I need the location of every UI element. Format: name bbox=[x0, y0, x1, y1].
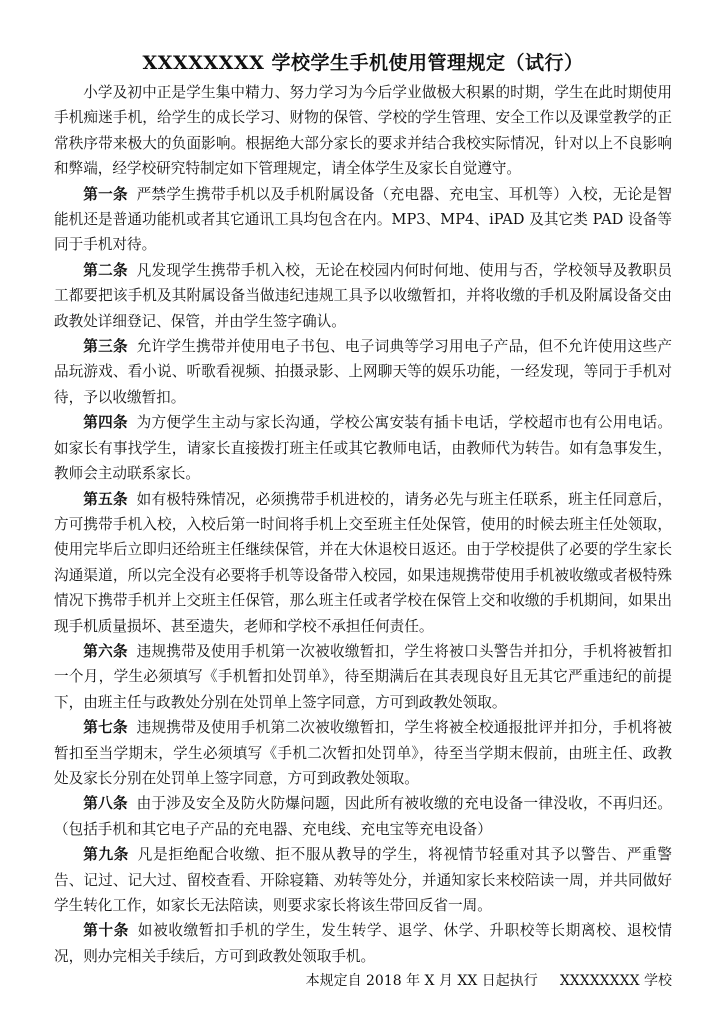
article-10-text: 如被收缴暂扣手机的学生，发生转学、退学、休学、升职校等长期离校、退校情况，则办完相关手续后，方可到政教处领取手机。 bbox=[54, 922, 672, 965]
article-9 bbox=[54, 842, 672, 918]
document-title: XXXXXXXX 学校学生手机使用管理规定（试行） bbox=[142, 52, 584, 74]
article-1 bbox=[54, 182, 672, 258]
article-7-text: 违规携带及使用手机第二次被收缴暂扣，学生将被全校通报批评并扣分，手机将被暂扣至当学期末，学生必须填写《手机二次暂扣处罚单》，待至当学期末假前，由班主任、政教处及家长分别在处罚单上签字同意，方可到政教处领取。 bbox=[54, 719, 672, 787]
article-7-title: 第七条 bbox=[83, 719, 128, 737]
article-6 bbox=[54, 639, 672, 715]
article-10 bbox=[54, 918, 672, 969]
article-8-text: 由于涉及安全及防火防爆问题，因此所有被收缴的充电设备一律没收，不再归还。（包括手机和其它电子产品的充电器、充电线、充电宝等充电设备） bbox=[54, 795, 672, 838]
intro-paragraph: 小学及初中正是学生集中精力、努力学习为今后学业做极大积累的时期，学生在此时期使用手机痴迷手机，给学生的成长学习、财物的保管、学校的学生管理、安全工作以及课堂教学的正常秩序带来极大的负面影响。根据绝大部分家长的要求并结合我校实际情况，针对以上不良影响和弊端，经学校研究特制定如下管理规定，请全体学生及家长自觉遵守。 bbox=[54, 84, 672, 178]
article-8-title: 第八条 bbox=[83, 795, 128, 813]
article-8 bbox=[54, 791, 672, 842]
effective-date-note: 本规定自 2018 年 X 月 XX 日起执行 bbox=[305, 973, 538, 990]
article-2-text: 凡发现学生携带手机入校，无论在校园内何时何地、使用与否，学校领导及教职员工都要把该手机及其附属设备当做违纪违规工具予以收缴暂扣，并将收缴的手机及附属设备交由政教处详细登记、保管，并由学生签字确认。 bbox=[54, 261, 672, 330]
article-10-title: 第十条 bbox=[83, 922, 130, 940]
article-5-title: 第五条 bbox=[83, 490, 128, 508]
article-1-text: 严禁学生携带手机以及手机附属设备（充电器、充电宝、耳机等）入校，无论是智能机还是普通功能机或者其它通讯工具均包含在内。MP3、MP4、iPAD 及其它类 PAD 设备等同于手机对待。 bbox=[54, 185, 672, 254]
article-3-title: 第三条 bbox=[83, 338, 128, 356]
article-6-title: 第六条 bbox=[83, 642, 128, 660]
article-5-text: 如有极特殊情况，必须携带手机进校的，请务必先与班主任联系，班主任同意后，方可携带手机入校，入校后第一时间将手机上交至班主任处保管，使用的时候去班主任处领取，使用完毕后立即归还给班主任继续保管，并在大休退校日返还。由于学校提供了必要的学生家长沟通渠道，所以完全没有必要将手机等设备带入校园，如果违规携带使用手机被收缴或者极特殊情况下携带手机并上交班主任保管，那么班主任或者学校在保管上交和收缴的手机期间，如果出现手机质量损坏、甚至遗失，老师和学校不承担任何责任。 bbox=[54, 490, 672, 635]
article-9-title: 第九条 bbox=[83, 846, 130, 864]
article-3 bbox=[54, 334, 672, 410]
article-3-text: 允许学生携带并使用电子书包、电子词典等学习用电子产品，但不允许使用这些产品玩游戏、看小说、听歌看视频、拍摄录影、上网聊天等的娱乐功能，一经发现，等同于手机对待，予以收缴暂扣。 bbox=[54, 338, 672, 406]
article-4 bbox=[54, 410, 672, 486]
document-page bbox=[54, 50, 672, 993]
article-7 bbox=[54, 715, 672, 791]
article-6-text: 违规携带及使用手机第一次被收缴暂扣，学生将被口头警告并扣分，手机将被暂扣一个月，学生必须填写《手机暂扣处罚单》，待至期满后在其表现良好且无其它严重违纪的前提下，由班主任与政教处分别在处罚单上签字同意，方可到政教处领取。 bbox=[54, 642, 672, 711]
article-2-title: 第二条 bbox=[83, 261, 128, 279]
article-4-text: 为方便学生主动与家长沟通，学校公寓安装有插卡电话，学校超市也有公用电话。如家长有事找学生，请家长直接拨打班主任或其它教师电话，由教师代为转告。如有急事发生，教师会主动联系家长。 bbox=[54, 414, 672, 483]
article-1-title: 第一条 bbox=[83, 185, 128, 203]
article-4-title: 第四条 bbox=[83, 414, 128, 432]
document-footer bbox=[54, 969, 672, 993]
article-9-text: 凡是拒绝配合收缴、拒不服从教导的学生，将视情节轻重对其予以警告、严重警告、记过、记大过、留校查看、开除寝籍、劝转等处分，并通知家长来校陪读一周，并共同做好学生转化工作，如家长无法陪读，则要求家长将该生带回反省一周。 bbox=[54, 846, 672, 914]
article-5 bbox=[54, 487, 672, 639]
article-2 bbox=[54, 258, 672, 334]
school-signature: XXXXXXXX 学校 bbox=[559, 973, 672, 990]
